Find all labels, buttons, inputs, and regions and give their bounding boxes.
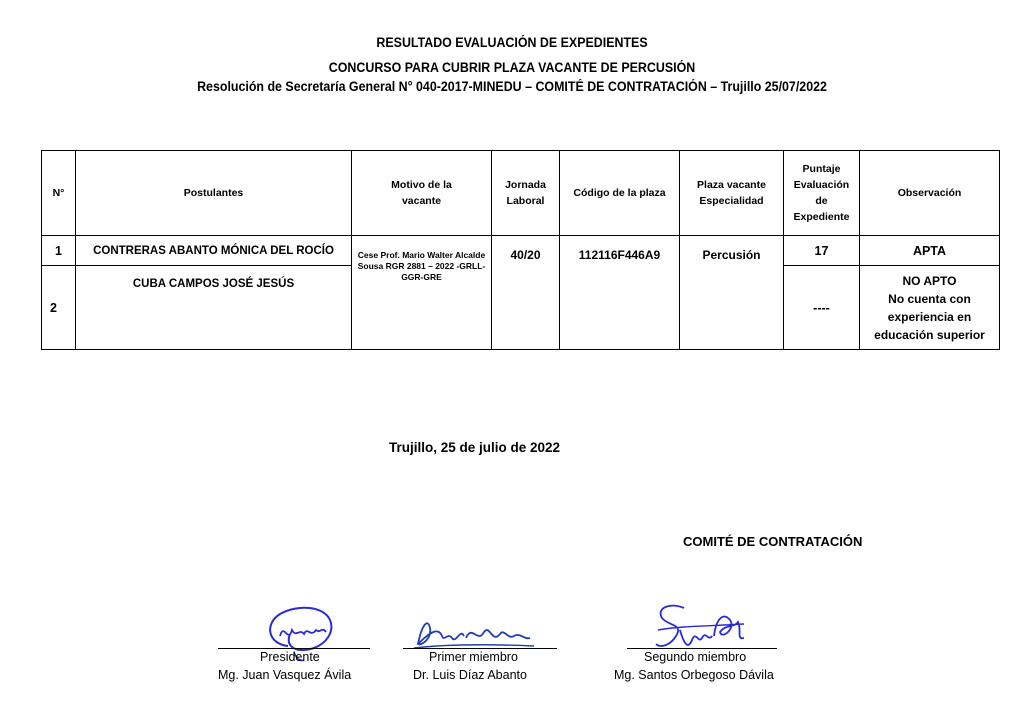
header-motivo: Motivo de la vacante [352,151,492,236]
signer-role: Presidente [260,650,320,664]
resolution-line: Resolución de Secretaría General N° 040-2017-MINEDU – COMITÉ DE CONTRATACIÓN – Trujillo 25/07/2022 [197,79,827,94]
header-plaza: Plaza vacante Especialidad [680,151,784,236]
score: 17 [784,236,860,266]
signer-name: Dr. Luis Díaz Abanto [413,668,527,682]
score: ---- [784,266,860,350]
results-table [41,150,1000,350]
document-title: RESULTADO EVALUACIÓN DE EXPEDIENTES [376,35,648,50]
signer-name: Mg. Juan Vasquez Ávila [218,668,352,682]
table-row [42,236,1000,266]
observation: APTA [860,236,1000,266]
committee-title: COMITÉ DE CONTRATACIÓN [683,534,863,549]
header-num: N° [42,151,76,236]
vacancy-reason: Cese Prof. Mario Walter Alcalde Sousa RGR 2881 – 2022 -GRLL-GGR-GRE [352,236,492,350]
row-number: 2 [42,266,76,350]
applicant-name: CUBA CAMPOS JOSÉ JESÚS [76,266,352,350]
contest-title: CONCURSO PARA CUBRIR PLAZA VACANTE DE PERCUSIÓN [328,60,696,75]
date-line: Trujillo, 25 de julio de 2022 [389,440,561,455]
signer-name: Mg. Santos Orbegoso Dávila [614,668,774,682]
applicant-name: CONTRERAS ABANTO MÓNICA DEL ROCÍO [76,236,352,266]
signature-line [627,648,777,649]
header-codigo: Código de la plaza [560,151,680,236]
work-schedule: 40/20 [492,236,560,350]
header-puntaje: Puntaje Evaluación de Expediente [784,151,860,236]
signature-line [218,648,370,649]
signature-line [403,648,557,649]
signer-role: Segundo miembro [644,650,747,664]
header-jornada: Jornada Laboral [492,151,560,236]
observation-status: NO APTO [902,274,957,288]
observation [860,266,1000,350]
position-code: 112116F446A9 [560,236,680,350]
header-postulantes: Postulantes [76,151,352,236]
signer-role: Primer miembro [429,650,518,664]
position-specialty: Percusión [680,236,784,350]
observation-detail: No cuenta con experiencia en educación superior [874,292,985,342]
row-number: 1 [42,236,76,266]
table-header-row [42,151,1000,236]
header-observacion: Observación [860,151,1000,236]
